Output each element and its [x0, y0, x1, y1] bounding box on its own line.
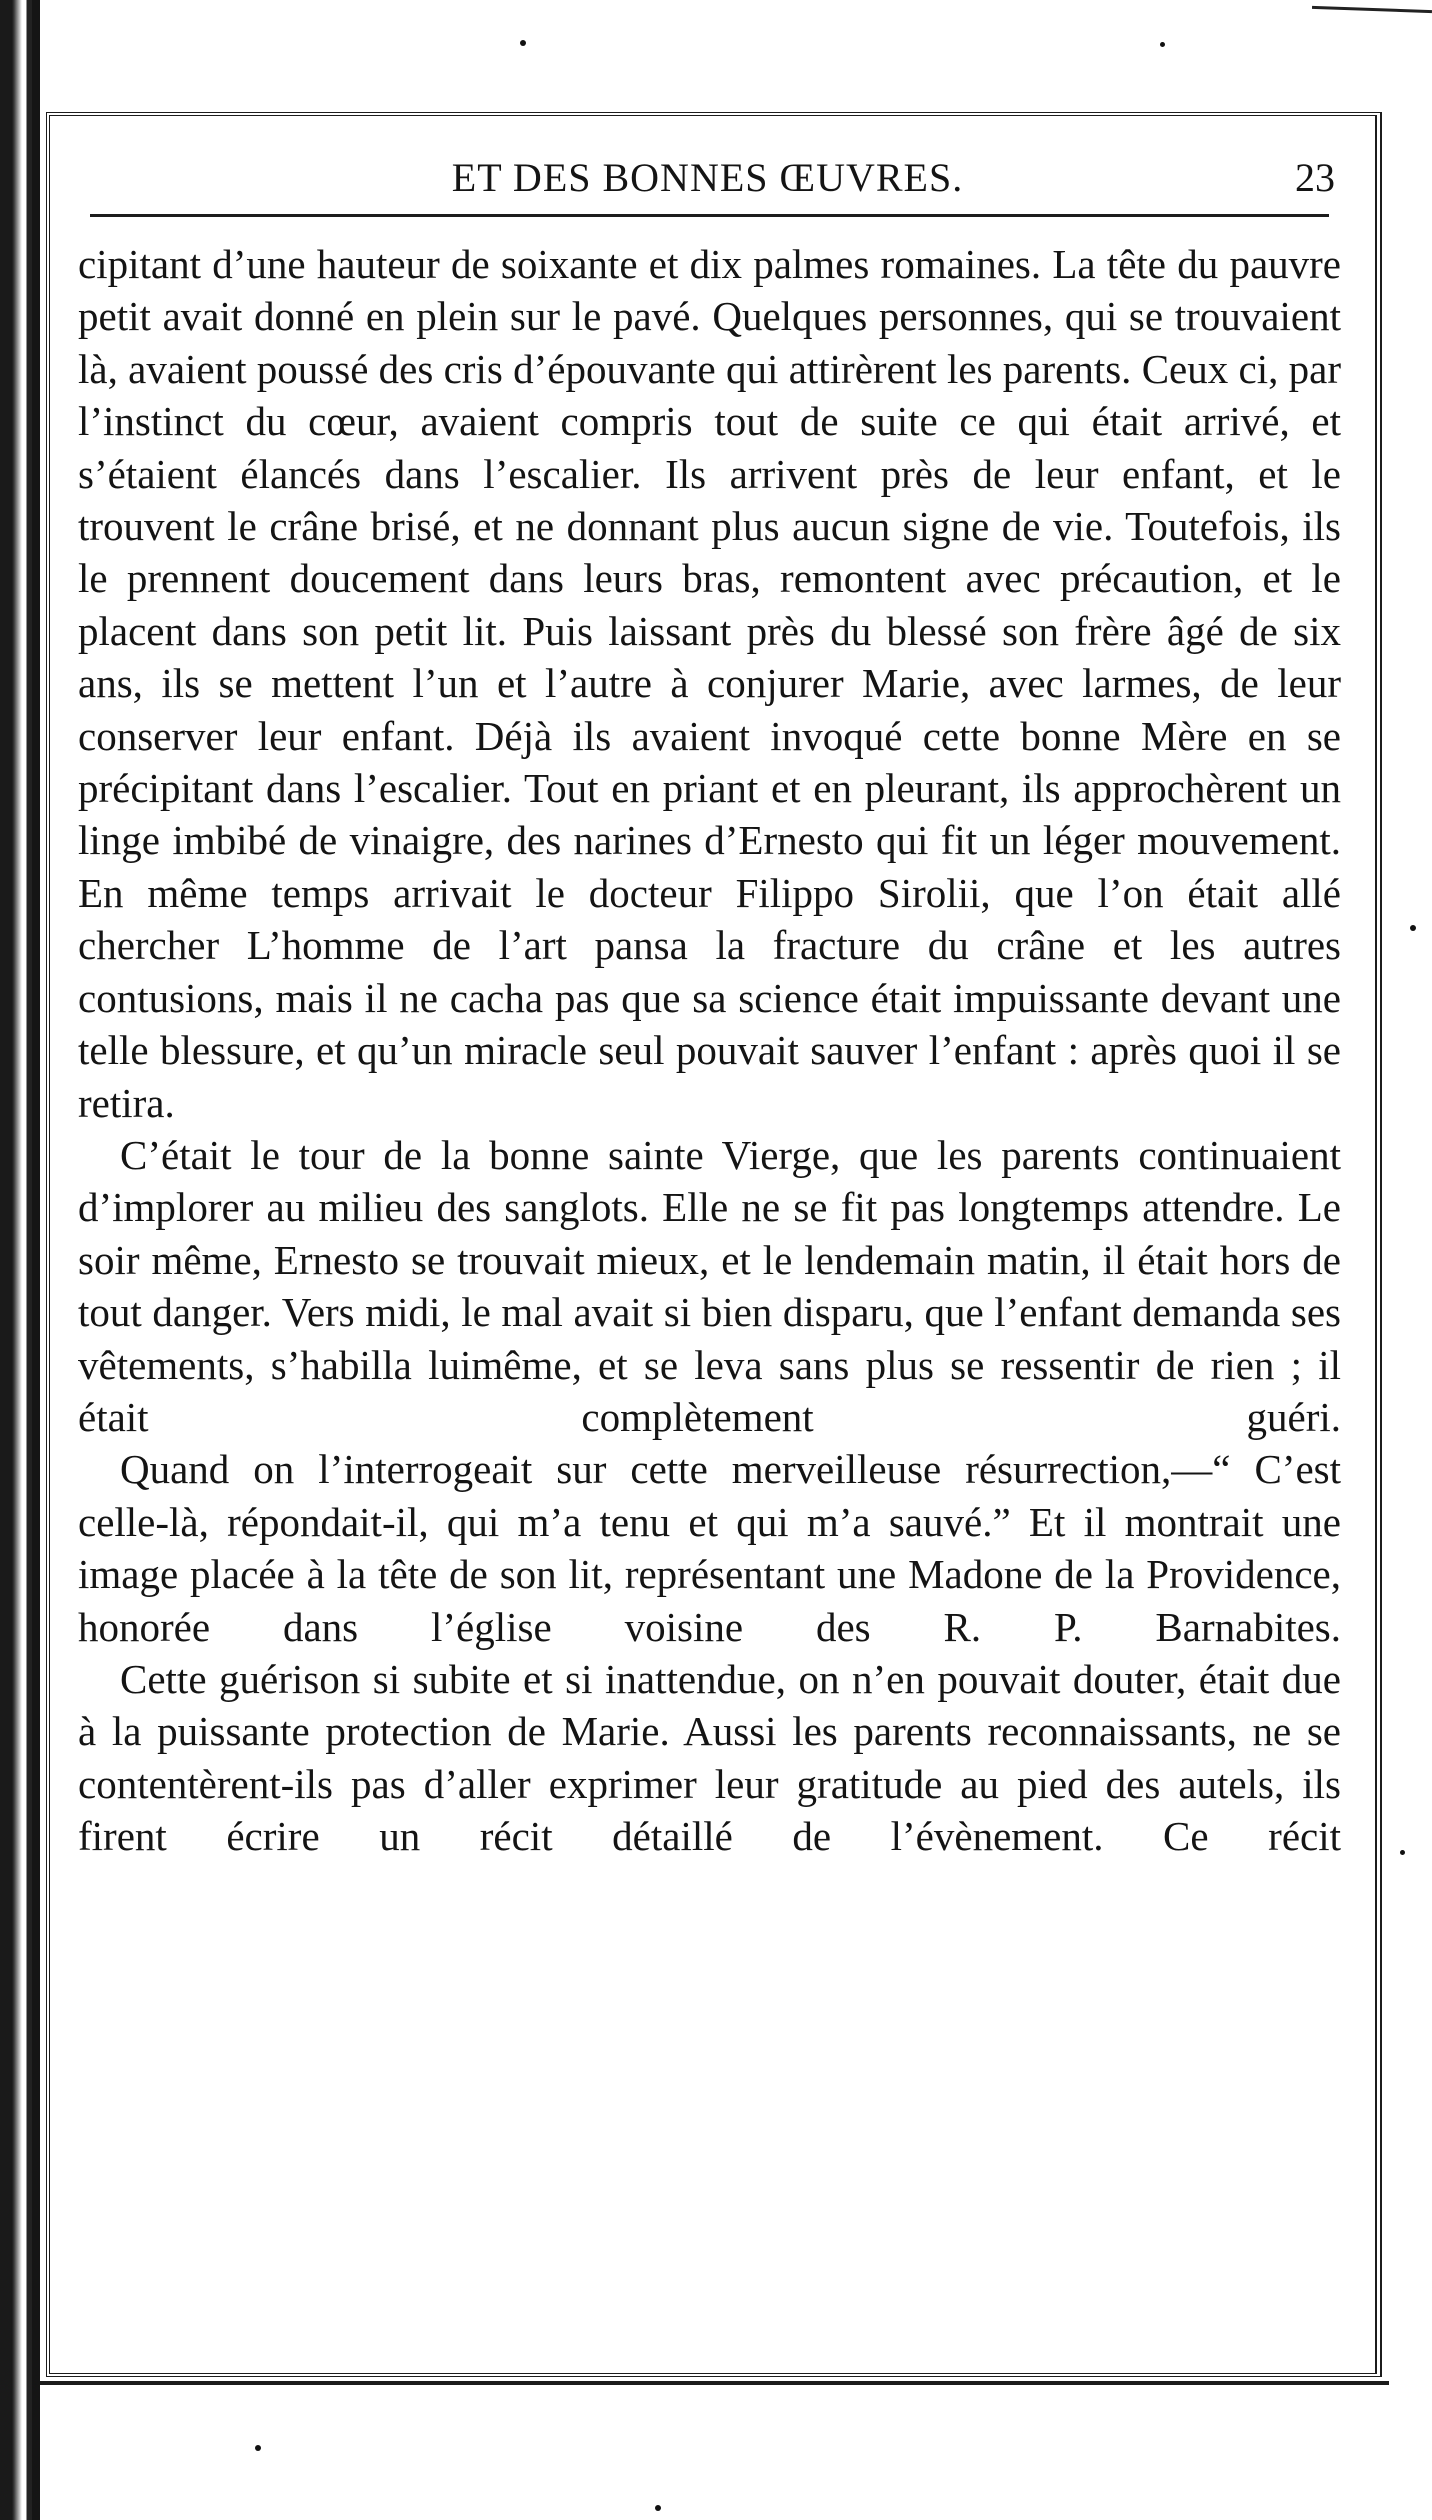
running-header: [80, 148, 1335, 208]
body-text: [78, 238, 1341, 1863]
scan-speck: [655, 2505, 661, 2511]
page-number: 23: [1295, 155, 1335, 200]
paragraph: Quand on l’interrogeait sur cette merveilleuse résurrection,—“ C’est celle-là, répondait-il, qui m’a tenu et qui m’a sauvé.” Et il montrait une image placée à la tête de son lit, représentant une Madone de la Providence, honorée dans l’église voisine des R. P. Barnabites.: [78, 1446, 1341, 1650]
scan-speck: [1400, 1850, 1405, 1855]
paragraph: Cette guérison si subite et si inattendue, on n’en pouvait douter, était due à la puissante protection de Marie. Aussi les parents reconnaissants, ne se contentèrent-ils pas d’aller exprimer leur gratitude au pied des autels, ils firent écrire un récit détaillé de l’évènement. Ce récit: [78, 1655, 1341, 1860]
running-title: ET DES BONNES ŒUVRES.: [451, 155, 964, 200]
scan-speck: [1410, 925, 1416, 931]
paragraph: C’était le tour de la bonne sainte Vierge, que les parents continuaient d’implorer au milieu des sanglots. Elle ne se fit pas longtemps attendre. Le soir même, Ernesto se trouvait mieux, et le lendemain matin, il était hors de tout danger. Vers midi, le mal avait si bien disparu, que l’enfant demanda ses vêtements, s’habilla luimême, et se leva sans plus se ressentir de rien ; il était complètement guéri.: [78, 1131, 1341, 1440]
page-frame: [46, 112, 1382, 2377]
scan-speck: [520, 40, 526, 46]
scan-speck: [255, 2445, 261, 2451]
paragraph: cipitant d’une hauteur de soixante et dix palmes romaines. La tête du pauvre petit avait donné en plein sur le pavé. Quelques personnes, qui se trouvaient là, avaient poussé des cris d’épouvante qui attirèrent les parents. Ceux ci, par l’instinct du cœur, avaient compris tout de suite ce qui était arrivé, et s’étaient élancés dans l’escalier. Ils arrivent près de leur enfant, et le trouvent le crâne brisé, et ne donnant plus aucun signe de vie. Toutefois, ils le prennent doucement dans leurs bras, remontent avec précaution, et le placent dans son petit lit. Puis laissant près du blessé son frère âgé de six ans, ils se mettent l’un et l’autre à conjurer Marie, avec larmes, de leur conserver leur enfant. Déjà ils avaient invoqué cette bonne Mère en se précipitant dans l’escalier. Tout en priant et en pleurant, ils approchèrent un linge imbibé de vinaigre, des narines d’Ernesto qui fit un léger mouvement. En même temps arrivait le docteur Filippo Sirolii, que l’on était allé chercher L’homme de l’art pansa la fracture du crâne et les autres contusions, mais il ne cacha pas que sa science était impuissante devant une telle blessure, et qu’un miracle seul pouvait sauver l’enfant : après quoi il se retira.: [78, 241, 1341, 1126]
scan-artifact: [1312, 6, 1432, 13]
binding-shadow: [32, 0, 40, 2520]
scan-speck: [1160, 42, 1165, 47]
header-rule: [90, 214, 1329, 217]
